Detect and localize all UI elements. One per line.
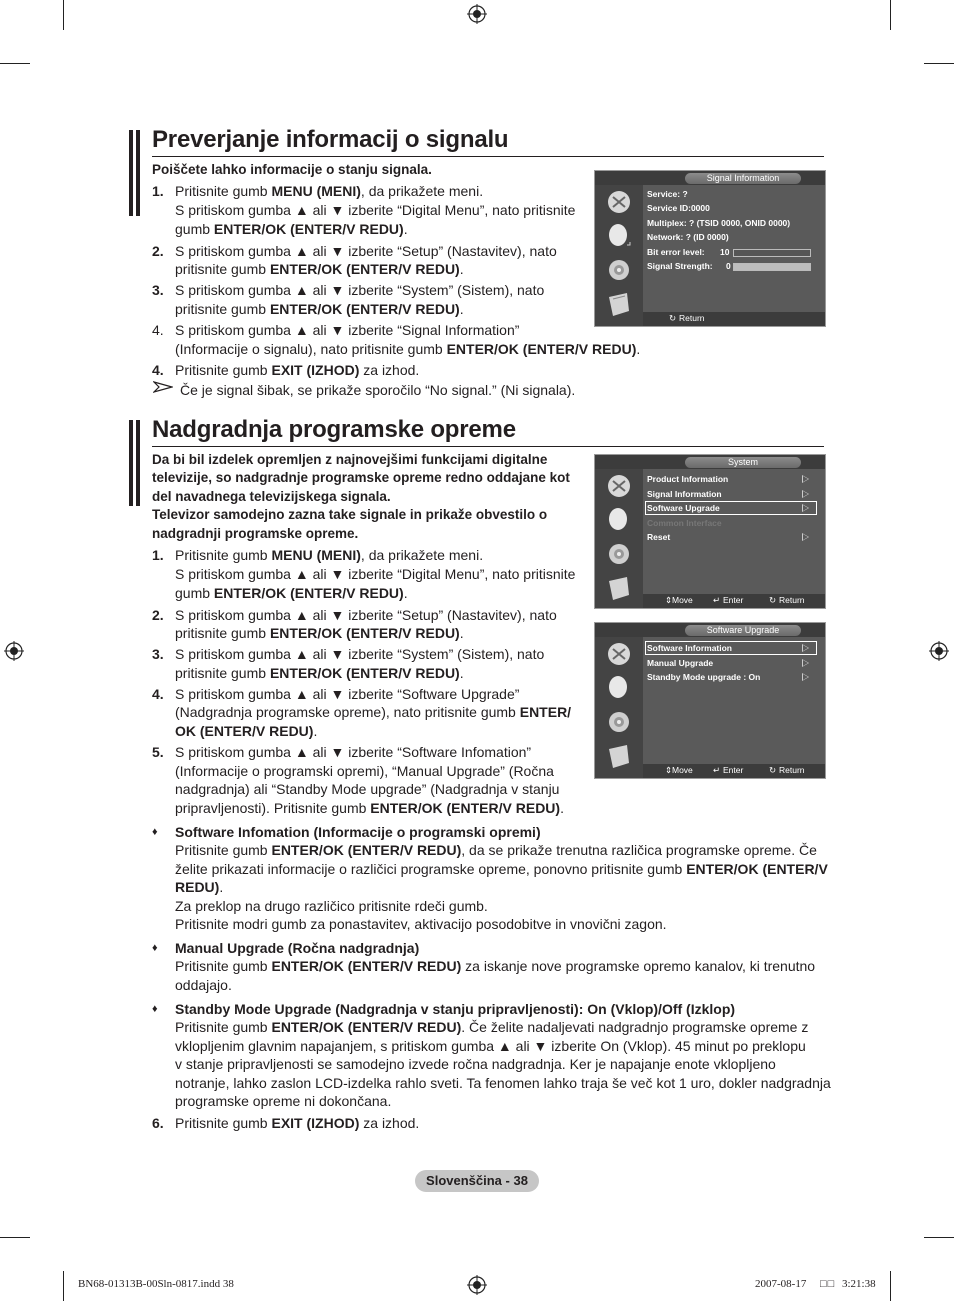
step-line: S pritiskom gumba ▲ ali ▼ izberite “Setup” (Nastavitev), nato: [175, 243, 557, 259]
chevron-right-icon: [802, 504, 809, 512]
registration-mark-icon: [929, 641, 949, 661]
crop-mark: [0, 1237, 30, 1238]
return-icon: ↻: [769, 765, 777, 775]
osd-return-label: Return: [779, 765, 805, 775]
crop-mark: [63, 1271, 64, 1301]
step-line: S pritiskom gumba ▲ ali ▼ izberite “Software Upgrade”: [175, 686, 520, 702]
bullet-diamond-icon: ♦: [152, 826, 158, 838]
osd-return-label: Return: [679, 313, 705, 323]
crop-mark: [924, 63, 954, 64]
chevron-right-icon: [802, 475, 809, 483]
osd-strength-value: 0: [726, 261, 731, 271]
step-number: 4.: [152, 686, 164, 702]
chevron-right-icon: [802, 533, 809, 541]
osd-info-line: Service: ?: [647, 189, 688, 199]
osd-info-line: Network: ? (ID 0000): [647, 232, 729, 242]
osd-footer: [643, 594, 825, 608]
intro-line: del navadnega televizijskega signala.: [152, 489, 391, 504]
osd-ber-value: 10: [720, 247, 730, 257]
input-menu-icon: [603, 289, 635, 319]
registration-mark-icon: [467, 4, 487, 24]
osd-sidebar: [595, 637, 643, 778]
return-icon: ↻: [669, 313, 677, 323]
note-text: Če je signal šibak, se prikaže sporočilo “No signal.” (Ni signala).: [180, 382, 576, 398]
step-line: nadgradnja) ali “Standby Mode upgrade” (Nadgradnja v stanju: [175, 781, 560, 797]
title-accent-bar: [129, 130, 133, 216]
step-line: gumb ENTER/OK (ENTER/V REDU).: [175, 221, 408, 237]
picture-menu-icon: [603, 639, 635, 669]
step-line: Pritisnite gumb EXIT (IZHOD) za izhod.: [175, 362, 420, 378]
bullet-line: Pritisnite gumb ENTER/OK (ENTER/V REDU). Če želite nadaljevati nadgradnjo programske opreme z: [175, 1019, 809, 1035]
bullet-head: Standby Mode Upgrade (Nadgradnja v stanju pripravljenosti): On (Vklop)/Off (Izklop): [175, 1001, 736, 1017]
step-number: 3.: [152, 646, 164, 662]
note-arrow-icon: [153, 381, 173, 393]
sound-menu-icon: [603, 505, 635, 535]
bullet-line: v stanje pripravljenosti se samodejno izvede ročna nadgradnja. Ker je napajanje enote vklopljeno: [175, 1056, 776, 1072]
step-line: OK (ENTER/V REDU).: [175, 723, 318, 739]
step-number: 1.: [152, 183, 164, 199]
bullet-head: Manual Upgrade (Ročna nadgradnja): [175, 940, 420, 956]
section-title-signal: Preverjanje informacij o signalu: [152, 126, 509, 153]
step-line: S pritiskom gumba ▲ ali ▼ izberite “System” (Sistem), nato: [175, 646, 545, 662]
osd-enter-label: Enter: [723, 595, 744, 605]
print-glyphs: □□: [820, 1278, 836, 1290]
chevron-right-icon: [802, 644, 809, 652]
input-menu-icon: [603, 741, 635, 771]
print-time: 3:21:38: [842, 1278, 876, 1290]
picture-menu-icon: [603, 471, 635, 501]
bullet-diamond-icon: ♦: [152, 942, 158, 954]
chevron-right-icon: [802, 673, 809, 681]
step-line: pritisnite gumb ENTER/OK (ENTER/V REDU).: [175, 301, 464, 317]
crop-mark: [924, 1237, 954, 1238]
bullet-diamond-icon: ♦: [152, 1003, 158, 1015]
step-line: Pritisnite gumb EXIT (IZHOD) za izhod.: [175, 1115, 420, 1131]
move-icon: ⇕: [665, 765, 673, 775]
step-line: pritisnite gumb ENTER/OK (ENTER/V REDU).: [175, 665, 464, 681]
page-number-badge: Slovenščina - 38: [415, 1170, 539, 1192]
registration-mark-icon: [4, 641, 24, 661]
intro-line: Televizor samodejno zazna take signale in prikaže obvestilo o: [152, 507, 548, 522]
osd-info-line: Service ID:0000: [647, 203, 710, 213]
step-line: S pritiskom gumba ▲ ali ▼ izberite “Signal Information”: [175, 322, 520, 338]
osd-system-menu: [594, 454, 826, 609]
enter-icon: ↵: [713, 765, 721, 775]
step-line: S pritiskom gumba ▲ ali ▼ izberite “Setup” (Nastavitev), nato: [175, 607, 557, 623]
title-accent-bar: [136, 420, 140, 506]
step-line: (Informacije o programski opremi), “Manual Upgrade” (Ročna: [175, 763, 554, 779]
bullet-line: programske opreme ni dokončana.: [175, 1093, 392, 1109]
step-number: 5.: [152, 744, 164, 760]
step-number: 4.: [152, 362, 164, 378]
osd-menu-item-manual-upgrade[interactable]: Manual Upgrade: [647, 658, 714, 668]
step-line: S pritiskom gumba ▲ ali ▼ izberite “Digital Menu”, nato pritisnite: [175, 566, 576, 582]
osd-title: Signal Information: [685, 173, 801, 184]
bullet-line: Pritisnite gumb ENTER/OK (ENTER/V REDU) za iskanje nove programske opremo kanalov, ki trenutno: [175, 958, 816, 974]
osd-menu-item-signal-info[interactable]: Signal Information: [647, 489, 722, 499]
chevron-right-icon: [802, 490, 809, 498]
title-rule: [152, 156, 824, 157]
bullet-line: notranje, lahko zaslon LCD-izdelka rahlo sveti. Ta fenomen lahko traja še več kot 1 uro, dokler nadgradnja: [175, 1075, 831, 1091]
step-number: 2.: [152, 243, 164, 259]
crop-mark: [890, 1271, 891, 1301]
step-number: 2.: [152, 607, 164, 623]
return-icon: ↻: [769, 595, 777, 605]
enter-icon: ↵: [713, 595, 721, 605]
step-line: Pritisnite gumb MENU (MENI), da prikažete meni.: [175, 547, 484, 563]
step-number: 1.: [152, 547, 164, 563]
bullet-line: Pritisnite gumb ENTER/OK (ENTER/V REDU), da se prikaže trenutna različica programske opreme. Če: [175, 842, 817, 858]
osd-move-label: Move: [672, 765, 693, 775]
osd-menu-item-software-upgrade[interactable]: Software Upgrade: [647, 503, 720, 513]
signal-strength-bar: [733, 263, 811, 271]
section-intro: Poiščete lahko informacije o stanju signala.: [152, 162, 432, 177]
title-accent-bar: [136, 130, 140, 216]
title-accent-bar: [129, 420, 133, 506]
bullet-head: Software Infomation (Informacije o programski opremi): [175, 824, 541, 840]
step-number: 3.: [152, 282, 164, 298]
bullet-line: REDU).: [175, 879, 224, 895]
osd-menu-item-standby-upgrade[interactable]: Standby Mode upgrade : On: [647, 672, 761, 682]
osd-menu-item-common-interface: Common Interface: [647, 518, 722, 528]
osd-ber-label: Bit error level:: [647, 247, 705, 257]
print-filename: BN68-01313B-00Sln-0817.indd 38: [78, 1278, 234, 1290]
section-title-upgrade: Nadgradnja programske opreme: [152, 416, 516, 443]
bullet-line: vklopljenim glavnim napajanjem, s pritiskom gumba ▲ ali ▼ izberite On (Vklop). 45 minut po preklopu: [175, 1038, 806, 1054]
osd-strength-label: Signal Strength:: [647, 261, 713, 271]
bullet-line: Za preklop na drugo različico pritisnite rdeči gumb.: [175, 898, 488, 914]
step-line: Pritisnite gumb MENU (MENI), da prikažete meni.: [175, 183, 484, 199]
osd-menu-item-reset[interactable]: Reset: [647, 532, 671, 542]
print-date: 2007-08-17: [755, 1278, 807, 1290]
osd-return-label: Return: [779, 595, 805, 605]
move-icon: ⇕: [665, 595, 673, 605]
step-line: pritisnite gumb ENTER/OK (ENTER/V REDU).: [175, 625, 464, 641]
osd-info-line: Multiplex: ? (TSID 0000, ONID 0000): [647, 218, 791, 228]
setup-menu-icon: [603, 539, 635, 569]
bullet-line: želite prikazati informacije o različici programske opreme, ponovno pritisnite gumb ENTER/OK (ENTER/V: [175, 861, 828, 877]
osd-enter-label: Enter: [723, 765, 744, 775]
osd-menu-item-product-info[interactable]: Product Information: [647, 474, 729, 484]
registration-mark-icon: [467, 1275, 487, 1295]
osd-sidebar: [595, 185, 643, 326]
step-line: (Nadgradnja programske opreme), nato pritisnite gumb ENTER/: [175, 704, 572, 720]
bullet-line: Pritisnite modri gumb za ponastavitev, aktivacijo posodobitve in vnovični zagon.: [175, 916, 667, 932]
crop-mark: [63, 0, 64, 30]
intro-line: televizije, so nadgradnje programske opreme redno oddajane kot: [152, 470, 570, 485]
step-line: (Informacije o signalu), nato pritisnite gumb ENTER/OK (ENTER/V REDU).: [175, 341, 641, 357]
crop-mark: [0, 63, 30, 64]
osd-menu-item-software-info[interactable]: Software Information: [647, 643, 733, 653]
sound-menu-icon: [603, 221, 635, 251]
step-number: 4.: [152, 322, 164, 338]
step-line: pripravljenosti). Pritisnite gumb ENTER/OK (ENTER/V REDU).: [175, 800, 564, 816]
osd-title: System: [685, 457, 801, 468]
chevron-right-icon: [802, 659, 809, 667]
step-line: gumb ENTER/OK (ENTER/V REDU).: [175, 585, 408, 601]
step-line: pritisnite gumb ENTER/OK (ENTER/V REDU).: [175, 261, 464, 277]
osd-title: Software Upgrade: [685, 625, 801, 636]
input-menu-icon: [603, 573, 635, 603]
osd-sidebar: [595, 469, 643, 608]
bullet-line: oddajajo.: [175, 977, 232, 993]
step-line: S pritiskom gumba ▲ ali ▼ izberite “System” (Sistem), nato: [175, 282, 545, 298]
step-line: S pritiskom gumba ▲ ali ▼ izberite “Digital Menu”, nato pritisnite: [175, 202, 576, 218]
crop-mark: [890, 0, 891, 30]
ber-bar: [733, 249, 811, 257]
osd-software-upgrade-menu: [594, 622, 826, 779]
sound-menu-icon: [603, 673, 635, 703]
picture-menu-icon: [603, 187, 635, 217]
osd-signal-information: [594, 170, 826, 327]
setup-menu-icon: [603, 255, 635, 285]
osd-move-label: Move: [672, 595, 693, 605]
intro-line: Da bi bil izdelek opremljen z najnovejšimi funkcijami digitalne: [152, 452, 548, 467]
step-number: 6.: [152, 1115, 164, 1131]
osd-footer: [643, 312, 825, 326]
step-line: S pritiskom gumba ▲ ali ▼ izberite “Software Infomation”: [175, 744, 532, 760]
osd-footer: [643, 764, 825, 778]
title-rule: [152, 446, 824, 447]
setup-menu-icon: [603, 707, 635, 737]
intro-line: nadgradnji programske opreme.: [152, 526, 359, 541]
